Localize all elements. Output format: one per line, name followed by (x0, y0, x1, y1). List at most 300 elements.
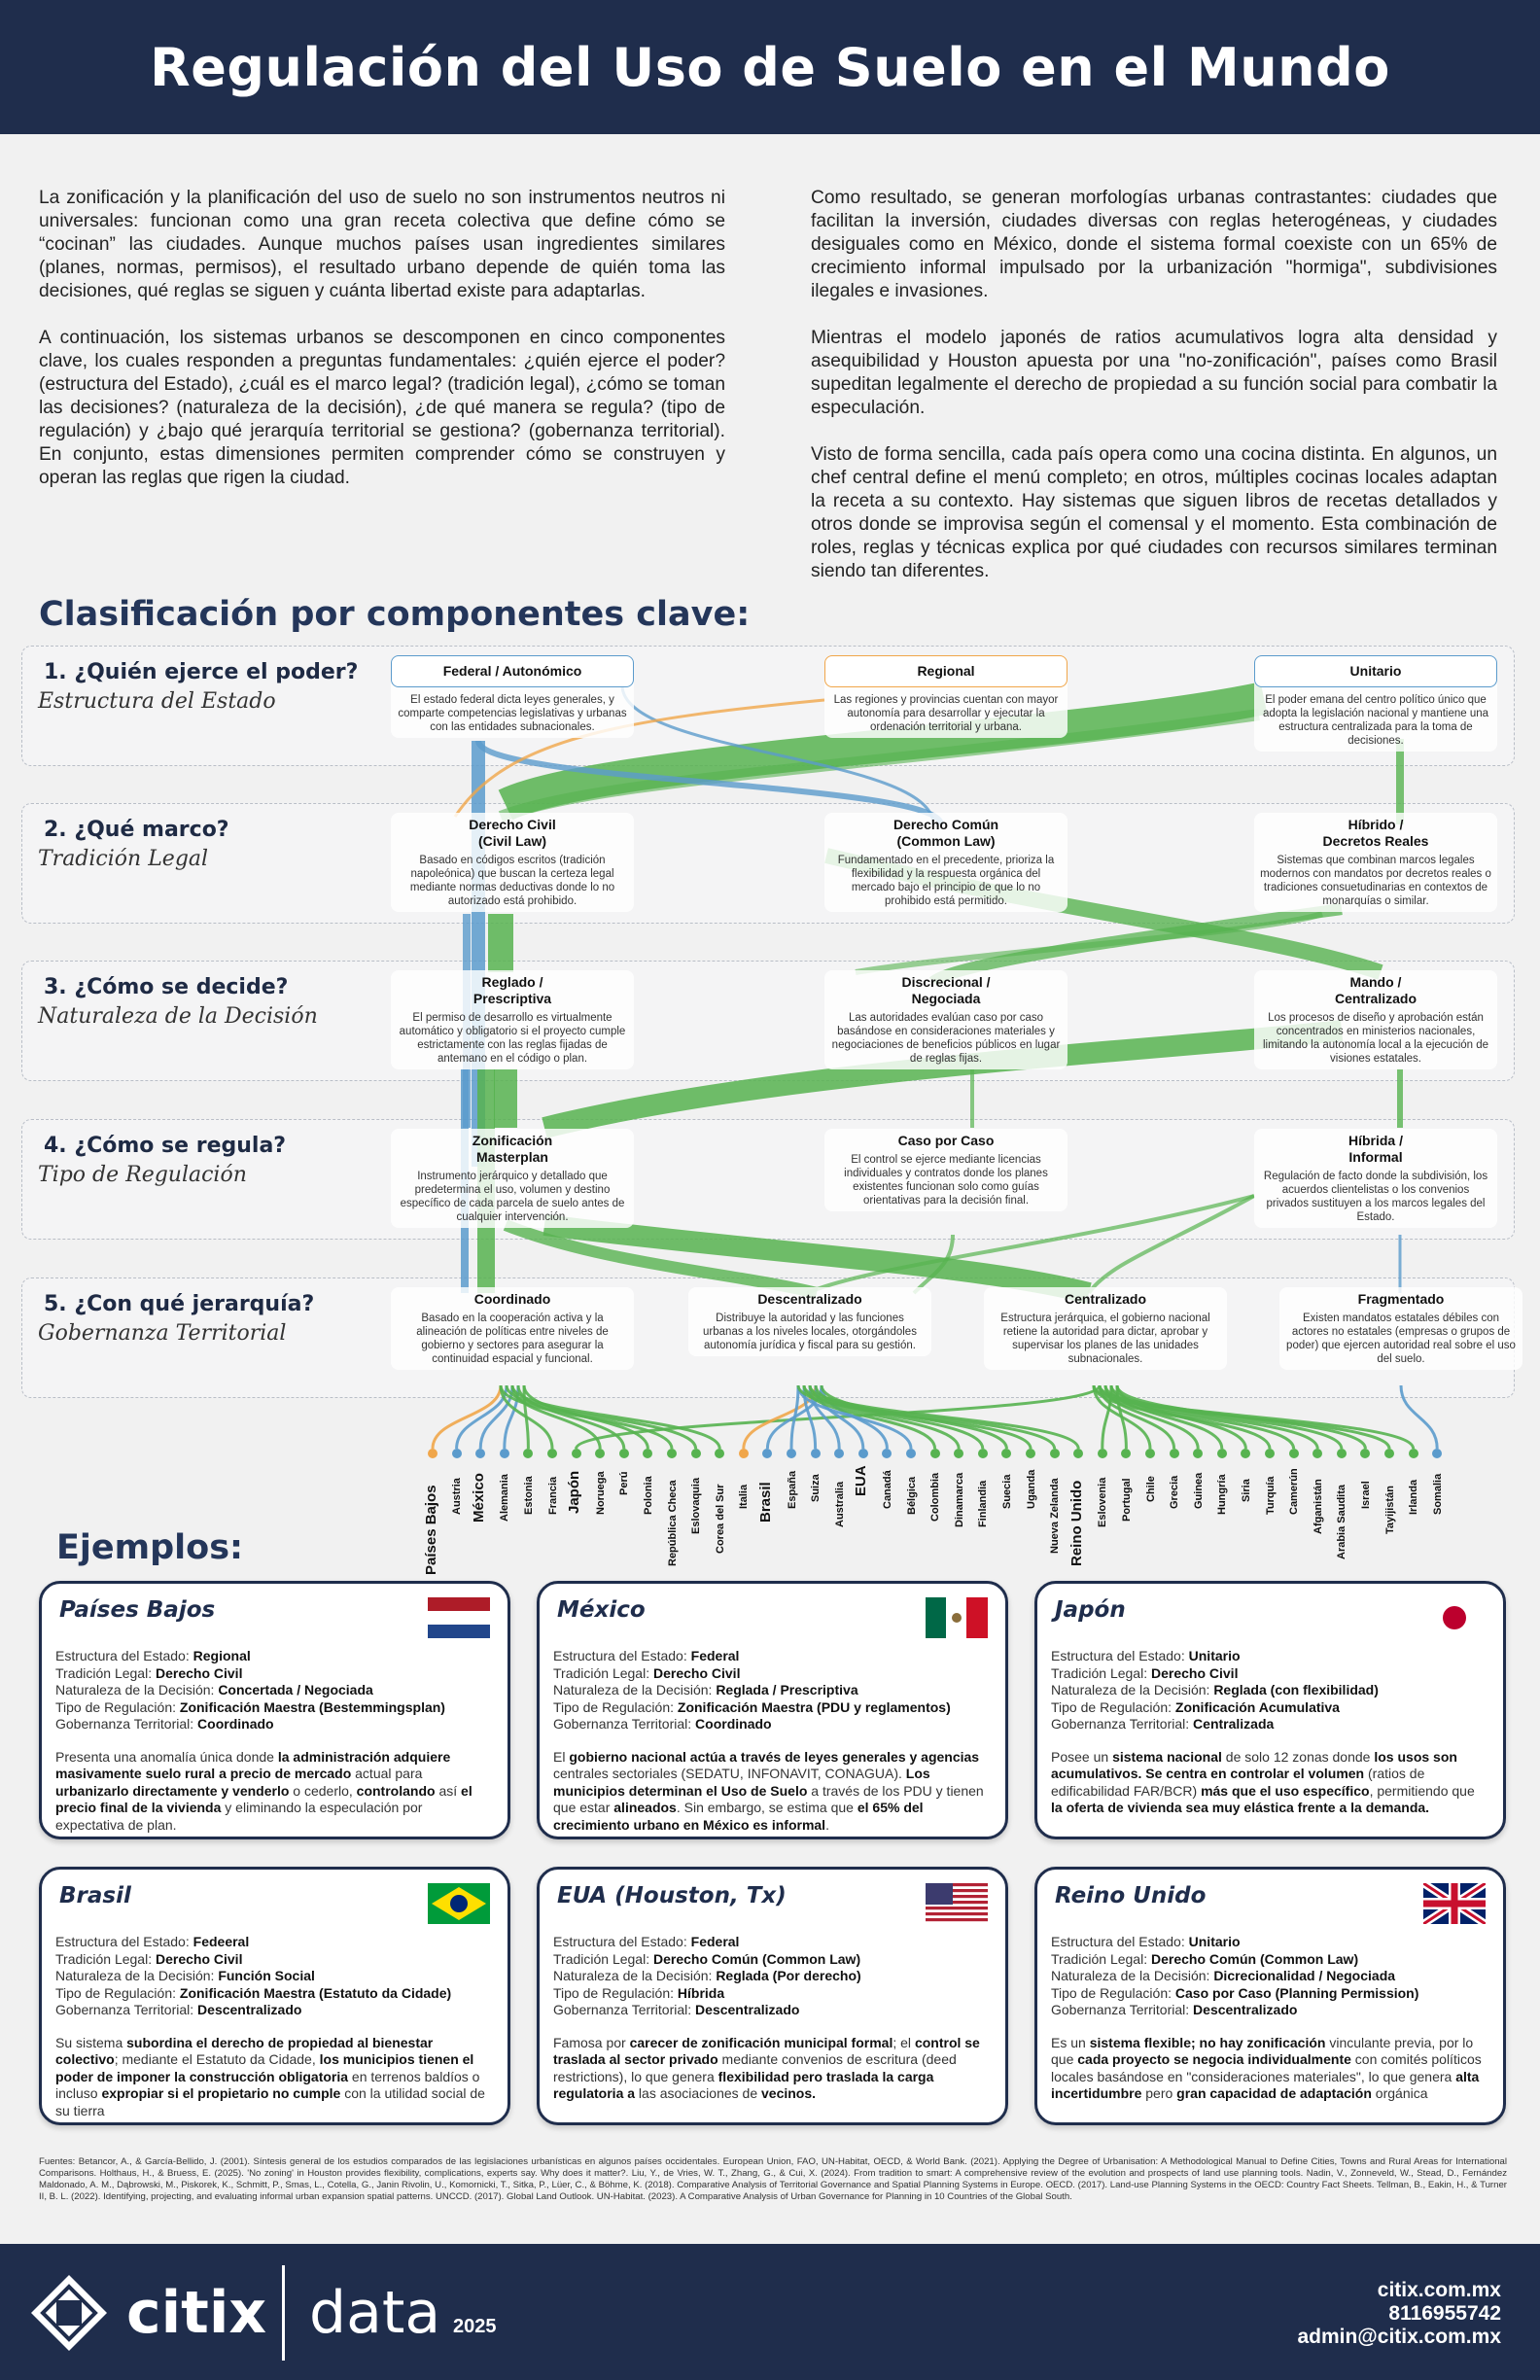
attribute-value: Coordinado (197, 1716, 274, 1732)
category-card (824, 1129, 1068, 1211)
description-segment: la oferta de vivienda sea muy elástica frente a la demanda. (1051, 1800, 1430, 1815)
attribute-label: Estructura del Estado: (55, 1934, 193, 1949)
description-segment: Es un (1051, 2034, 1090, 2050)
category-title: Híbrido / Decretos Reales (1322, 817, 1429, 849)
attribute-line (553, 1934, 992, 1951)
attribute-line (553, 2002, 992, 2019)
country-label: Canadá (881, 1469, 893, 1509)
category-description: Basado en códigos escritos (tradición napoleónica) que buscan la certeza legal mediante normas deductivas donde lo no autorizado está prohibido. (409, 855, 615, 907)
row-question: 5. ¿Con qué jerarquía? (44, 1292, 315, 1316)
example-card (537, 1867, 1008, 2125)
brand-name: citix (126, 2279, 267, 2347)
description-segment: Los municipios determinan el Uso de Suelo (553, 1766, 930, 1799)
attribute-line (553, 1985, 992, 2003)
country-label: Afganistán (1312, 1479, 1324, 1534)
row-subtitle: Tradición Legal (38, 847, 209, 871)
country-dot (739, 1449, 749, 1458)
description-segment: expropiar si el propietario no cumple (101, 2085, 341, 2101)
country-dot (715, 1449, 724, 1458)
description-segment: o cederlo, (289, 1782, 357, 1799)
attribute-line (1051, 1951, 1489, 1969)
brand-divider (282, 2265, 285, 2361)
country-label: Finlandia (977, 1481, 990, 1528)
country-dot (1384, 1449, 1394, 1458)
description-segment: más que el uso específico (1201, 1782, 1370, 1799)
country-dot (834, 1449, 844, 1458)
example-card (1034, 1867, 1506, 2125)
category-description: Estructura jerárquica, el gobierno nacional retiene la autoridad para dictar, aprobar y supervisar los planes de las unidades subnacionales. (1000, 1312, 1210, 1365)
attribute-value: Derecho Común (Common Law) (652, 1950, 861, 1967)
description-segment: de solo 12 zonas donde (1221, 1748, 1375, 1765)
description-segment: urbanizarlo directamente y venderlo (55, 1782, 290, 1799)
attribute-line (553, 1951, 992, 1969)
attribute-line (55, 1648, 494, 1665)
country-label: Países Bajos (422, 1485, 439, 1575)
category-card (1254, 970, 1497, 1069)
description-segment: gran capacidad de adaptación (1176, 2085, 1372, 2101)
intro-paragraph: Visto de forma sencilla, cada país opera como una cocina distinta. En algunos, un chef central define el menú completo; en otros, múltiples cocinas locales adaptan la receta a su contexto. Hay sistemas que siguen libros de recetas detallados y otros donde se improvisa según el comensal y el momento. Esta combinación de roles, reglas y técnicas explica por qué ciudades con recursos similares terminan siendo tan diferentes. (811, 444, 1497, 581)
description-segment: la administración adquiere masivamente suelo rural a precio de mercado (55, 1748, 451, 1781)
country-dot (1217, 1449, 1227, 1458)
country-dot (930, 1449, 940, 1458)
attribute-label: Tipo de Regulación: (55, 1698, 180, 1715)
country-dot (1073, 1449, 1083, 1458)
category-description: Existen mandatos estatales débiles con actores no estatales (empresas o grupos de poder) que ejercen autoridad real sobre el uso del suelo. (1286, 1312, 1516, 1365)
country-label: Polonia (642, 1476, 654, 1516)
country-dot (572, 1449, 581, 1458)
attribute-line (553, 1648, 992, 1665)
country-label: Suecia (1000, 1474, 1013, 1509)
row-subtitle: Gobernanza Territorial (38, 1321, 287, 1346)
country-label: Chile (1144, 1476, 1157, 1502)
description-segment: gobierno nacional actúa a través de leyes generales y agencias (569, 1748, 980, 1765)
page-title: Regulación del Uso de Suelo en el Mundo (150, 36, 1390, 98)
attribute-value: Concertada / Negociada (218, 1682, 373, 1698)
attribute-label: Tradición Legal: (553, 1664, 653, 1681)
attribute-value: Derecho Civil (155, 1664, 243, 1681)
intro-right-column (811, 187, 1497, 607)
country-dot (1193, 1449, 1203, 1458)
attribute-label: Gobernanza Territorial: (1051, 2002, 1194, 2017)
attribute-value: Descentralizado (1193, 2002, 1298, 2017)
country-dot (547, 1449, 557, 1458)
country-dot (619, 1449, 629, 1458)
attribute-value: Dicrecionalidad / Negociada (1213, 1968, 1396, 1983)
category-description: El permiso de desarrollo es virtualmente automático y obligatorio si el proyecto cumple estrictamente con las reglas fijadas de antemano en el código o plan. (399, 1012, 626, 1065)
description-segment: vecinos. (761, 2085, 817, 2101)
country-label: Camerún (1288, 1468, 1301, 1516)
country-dot (1289, 1449, 1299, 1458)
country-dot (500, 1449, 509, 1458)
category-description: Basado en la cooperación activa y la alineación de políticas entre niveles de gobierno y sectores para asegurar la continuidad espacial y funcional. (416, 1312, 609, 1365)
attribute-label: Naturaleza de la Decisión: (553, 1968, 717, 1983)
country-label: Alemania (499, 1473, 511, 1522)
country-label: Israel (1359, 1480, 1372, 1509)
country-label: Japón (566, 1470, 583, 1514)
intro-paragraph: A continuación, los sistemas urbanos se descomponen en cinco componentes clave, los cuales responden a preguntas fundamentales: ¿quién ejerce el poder? (estructura del Estado), ¿cuál es el marco legal? (tradición legal), ¿cómo se toman las decisiones? (naturaleza de la decisión), ¿de qué manera se regula? (tipo de regulación) y ¿bajo qué jerarquía territorial se gestiona? (gobernanza territorial). En conjunto, estas dimensiones permiten comprender cómo se construyen y operan las reglas que rigen la ciudad. (39, 328, 725, 488)
attribute-value: Unitario (1188, 1934, 1241, 1949)
attribute-value: Zonificación Maestra (Bestemmingsplan) (179, 1698, 445, 1715)
example-card (537, 1581, 1008, 1839)
attribute-value: Descentralizado (695, 2002, 800, 2017)
description-segment: controlando (356, 1782, 436, 1799)
example-card (39, 1581, 510, 1839)
category-card (391, 1129, 634, 1228)
description-segment: carecer de zonificación municipal formal (629, 2034, 893, 2050)
country-dot (1265, 1449, 1275, 1458)
country-dot (906, 1449, 916, 1458)
row-question: 3. ¿Cómo se decide? (44, 975, 289, 999)
attribute-line (1051, 1968, 1489, 1985)
category-card (391, 655, 634, 738)
us-flag-icon (926, 1883, 988, 1924)
country-dot (1337, 1449, 1347, 1458)
attribute-value: Reglada / Prescriptiva (716, 1682, 858, 1698)
description-segment: (ratios de edificabilidad FAR/BCR) (1051, 1766, 1425, 1799)
attribute-label: Naturaleza de la Decisión: (1051, 1682, 1214, 1698)
intro-paragraph: Como resultado, se generan morfologías urbanas contrastantes: ciudades que facilitan la inversión, ciudades diversas con reglas heterogéneas, y ciudades desiguales como en México, donde el sistema formal coexiste con un 65% de crecimiento informal impulsado por la urbanización "hormiga", subdivisiones ilegales e invasiones. (811, 188, 1497, 301)
attribute-line (1051, 1682, 1489, 1699)
description-segment: Famosa por (553, 2034, 630, 2050)
example-description (553, 1749, 992, 1835)
country-dot (811, 1449, 821, 1458)
attribute-line (1051, 1985, 1489, 2003)
description-segment: , permitiendo que (1369, 1782, 1475, 1799)
attribute-label: Tipo de Regulación: (55, 1984, 180, 2001)
country-label: Perú (618, 1471, 631, 1496)
country-label: Siria (1240, 1479, 1252, 1502)
attribute-line (55, 1665, 494, 1683)
attribute-line (553, 1665, 992, 1683)
country-label: Bélgica (905, 1477, 918, 1516)
example-description (1051, 2035, 1489, 2103)
contact-info (1297, 2279, 1501, 2349)
country-label: Reino Unido (1068, 1480, 1085, 1566)
country-label: Suiza (810, 1474, 822, 1502)
country-label: Dinamarca (953, 1473, 965, 1528)
attribute-value: Derecho Común (Common Law) (1150, 1950, 1359, 1967)
category-card (688, 1287, 931, 1356)
country-dot (452, 1449, 462, 1458)
attribute-value: Derecho Civil (1150, 1664, 1239, 1681)
country-dot (978, 1449, 988, 1458)
attribute-value: Derecho Civil (652, 1664, 741, 1681)
country-label: Portugal (1120, 1478, 1133, 1522)
country-dot (954, 1449, 963, 1458)
country-label: Australia (833, 1482, 846, 1528)
attribute-line (553, 1682, 992, 1699)
description-segment: sistema flexible; no hay zonificación (1089, 2034, 1326, 2050)
attribute-label: Tradición Legal: (553, 1950, 653, 1967)
example-card (1034, 1581, 1506, 1839)
description-segment: alineados (613, 1800, 677, 1815)
attribute-label: Tradición Legal: (1051, 1950, 1151, 1967)
category-description: Sistemas que combinan marcos legales modernos con mandatos por decretos reales o tradiciones consuetudinarias en contextos de monarquías o similar. (1260, 855, 1491, 907)
description-segment: ; mediante el Estatuto da Cidade, (114, 2051, 320, 2067)
description-segment: centrales sectoriales (SEDATU, INFONAVIT, CONAGUA). (553, 1766, 906, 1781)
attribute-line (55, 1934, 494, 1951)
country-label: Estonia (522, 1476, 535, 1516)
description-segment: así (435, 1782, 462, 1799)
attribute-label: Naturaleza de la Decisión: (1051, 1968, 1214, 1983)
description-segment: cada proyecto se negocia individualmente (1077, 2051, 1351, 2067)
category-card (391, 813, 634, 912)
country-label: Turquía (1264, 1476, 1277, 1516)
attribute-value: Federal (690, 1648, 740, 1663)
description-segment: a través de los PDU y tienen que estar (553, 1782, 984, 1815)
attribute-line (1051, 1699, 1489, 1717)
country-label: Italia (738, 1484, 751, 1509)
contact-email[interactable]: admin@citix.com.mx (1297, 2326, 1501, 2348)
attribute-line (553, 1716, 992, 1733)
country-label: Tayijistán (1383, 1486, 1396, 1534)
attribute-label: Estructura del Estado: (553, 1934, 691, 1949)
country-label: EUA (853, 1465, 870, 1496)
attribute-label: Tipo de Regulación: (553, 1698, 678, 1715)
description-segment: con la utilidad social de su tierra (55, 2085, 485, 2118)
attribute-line (55, 1699, 494, 1717)
description-segment: orgánica (1371, 2085, 1428, 2101)
category-title: Reglado / Prescriptiva (472, 974, 552, 1006)
attribute-line (55, 1968, 494, 1985)
attribute-label: Tradición Legal: (1051, 1664, 1151, 1681)
attribute-label: Tipo de Regulación: (1051, 1984, 1175, 2001)
description-segment: ; el (892, 2034, 915, 2050)
country-label: Brasil (756, 1482, 774, 1522)
category-description: El estado federal dicta leyes generales, y comparte competencias legislativas y urbanas con las entidades subnacionales. (398, 694, 627, 733)
example-attributes (55, 1934, 494, 2019)
attribute-line (55, 1716, 494, 1733)
description-segment: Posee un (1051, 1748, 1113, 1765)
country-dot (1121, 1449, 1131, 1458)
category-description: Las autoridades evalúan caso por caso basándose en consideraciones materiales y negociaciones de beneficios públicos en lugar de reglas fijas. (831, 1012, 1061, 1065)
category-card (824, 813, 1068, 912)
example-country-name: Japón (1055, 1597, 1126, 1623)
country-label: Corea del Sur (714, 1484, 726, 1554)
category-title: Centralizado (1064, 1291, 1146, 1307)
attribute-value: Zonificación Maestra (Estatuto da Cidade) (179, 1984, 452, 2001)
description-segment: el precio final de la vivienda (55, 1782, 472, 1815)
row-subtitle: Naturaleza de la Decisión (38, 1004, 318, 1029)
uk-flag-icon (1423, 1883, 1486, 1924)
nl-flag-icon (428, 1597, 490, 1638)
attribute-value: Caso por Caso (Planning Permission) (1174, 1984, 1419, 2001)
country-dot (691, 1449, 701, 1458)
country-dot (1409, 1449, 1418, 1458)
country-label: Hungría (1216, 1474, 1229, 1516)
intro-paragraph: La zonificación y la planificación del uso de suelo no son instrumentos neutros ni universales: funcionan como una gran receta colectiva que define cómo se “cocinan” las ciudades. Aunque muchos países usan ingredientes similares (planes, normas, permisos), el resultado urbano depende de quién toma las decisiones, qué reglas se siguen y cuánta libertad existe para adaptarlas. (39, 188, 725, 301)
category-card (391, 970, 634, 1069)
example-attributes (553, 1648, 992, 1733)
example-country-name: Reino Unido (1055, 1883, 1207, 1908)
country-label: España (786, 1470, 798, 1509)
description-segment: vinculante previa, por lo que (1051, 2034, 1474, 2067)
country-label: Somalia (1431, 1474, 1444, 1516)
country-label: Nueva Zelanda (1049, 1478, 1062, 1554)
attribute-line (1051, 1716, 1489, 1733)
country-label: Colombia (929, 1472, 942, 1522)
description-segment: . Sin embargo, se estima que (676, 1800, 858, 1815)
country-label: Eslovaquia (690, 1477, 703, 1534)
attribute-value: Federal (690, 1934, 740, 1949)
brand-product: data (309, 2279, 441, 2347)
attribute-value: Reglada (Por derecho) (716, 1968, 861, 1983)
attribute-label: Estructura del Estado: (553, 1648, 691, 1663)
attribute-label: Gobernanza Territorial: (55, 1716, 198, 1732)
attribute-label: Gobernanza Territorial: (1051, 1716, 1194, 1732)
attribute-label: Naturaleza de la Decisión: (55, 1682, 219, 1698)
example-country-name: Países Bajos (59, 1597, 216, 1623)
country-dot (595, 1449, 605, 1458)
country-dot (428, 1449, 438, 1458)
country-dot (1050, 1449, 1060, 1458)
attribute-label: Tradición Legal: (55, 1664, 156, 1681)
row-question: 2. ¿Qué marco? (44, 818, 229, 842)
country-dot (1098, 1449, 1107, 1458)
attribute-line (1051, 2002, 1489, 2019)
attribute-value: Derecho Civil (155, 1950, 243, 1967)
examples-title: Ejemplos: (56, 1528, 244, 1567)
classification-title: Clasificación por componentes clave: (39, 595, 751, 634)
category-description: El poder emana del centro político único que adopta la legislación nacional y mantiene una estructura centralizada para la toma de decisiones. (1262, 694, 1489, 747)
example-attributes (553, 1934, 992, 2019)
attribute-value: Regional (192, 1648, 251, 1663)
country-dot (643, 1449, 652, 1458)
example-description (1051, 1749, 1489, 1817)
attribute-line (553, 1968, 992, 1985)
example-attributes (1051, 1648, 1489, 1733)
category-card (824, 970, 1068, 1069)
country-label: Noruega (594, 1471, 607, 1516)
description-segment: y eliminando la especulación por expectativa de plan. (55, 1800, 423, 1833)
description-segment: flexibilidad pero traslada la carga regulatoria a (553, 2068, 934, 2101)
category-card (391, 1287, 634, 1370)
attribute-value: Zonificación Maestra (PDU y reglamentos) (677, 1698, 951, 1715)
category-description: El control se ejerce mediante licencias individuales y contratos donde los planes existentes funcionan solo como guías orientativas para la decisión final. (844, 1154, 1048, 1207)
category-description: Las regiones y provincias cuentan con mayor autonomía para desarrollar y ejecutar la ordenación territorial y urbana. (833, 694, 1059, 733)
category-title: Regional (824, 655, 1068, 687)
attribute-value: Fedeeral (192, 1934, 250, 1949)
row-question: 1. ¿Quién ejerce el poder? (44, 660, 359, 684)
country-dot (1360, 1449, 1370, 1458)
description-segment: subordina el derecho de propiedad al bienestar colectivo (55, 2034, 434, 2067)
country-label: Uganda (1025, 1469, 1037, 1509)
example-attributes (1051, 1934, 1489, 2019)
country-label: Arabia Saudita (1336, 1485, 1348, 1560)
example-description (55, 1749, 494, 1835)
brand-year: 2025 (453, 2316, 497, 2337)
attribute-value: Unitario (1188, 1648, 1241, 1663)
country-dot (1026, 1449, 1035, 1458)
attribute-value: Híbrida (677, 1984, 725, 2001)
contact-website[interactable]: citix.com.mx (1377, 2279, 1501, 2301)
category-title: Mando / Centralizado (1334, 974, 1417, 1006)
description-segment: actual para (351, 1766, 423, 1781)
country-dot (787, 1449, 796, 1458)
description-segment: el 65% del crecimiento urbano en México es informal (553, 1800, 924, 1833)
category-title: Derecho Común (Common Law) (892, 817, 999, 849)
row-question: 4. ¿Cómo se regula? (44, 1134, 287, 1158)
br-flag-icon (428, 1883, 490, 1924)
country-label: Austria (451, 1478, 464, 1516)
example-country-name: EUA (Houston, Tx) (557, 1883, 787, 1908)
example-description (553, 2035, 992, 2103)
country-dot (667, 1449, 677, 1458)
country-label: México (470, 1473, 487, 1522)
attribute-label: Estructura del Estado: (1051, 1934, 1189, 1949)
category-description: Fundamentado en el precedente, prioriza la flexibilidad y la respuesta orgánica del mercado bajo el principio de que lo no prohibido está permitido. (837, 855, 1055, 907)
attribute-label: Tipo de Regulación: (553, 1984, 678, 2001)
description-segment: El (553, 1748, 570, 1765)
category-title: Fragmentado (1357, 1291, 1445, 1307)
category-description: Instrumento jerárquico y detallado que predetermina el uso, volumen y destino específico de cada parcela de suelo antes de cualquier intervención. (400, 1171, 625, 1223)
category-title: Zonificación Masterplan (472, 1133, 553, 1165)
category-card (1254, 1129, 1497, 1228)
attribute-value: Coordinado (695, 1716, 772, 1732)
description-segment: mediante convenios de escritura (deed restrictions), lo que genera (553, 2051, 957, 2084)
attribute-line (553, 1699, 992, 1717)
attribute-label: Gobernanza Territorial: (553, 2002, 696, 2017)
country-dot (858, 1449, 868, 1458)
category-title: Caso por Caso (897, 1133, 995, 1148)
category-title: Federal / Autonómico (391, 655, 634, 687)
category-card (1254, 813, 1497, 912)
category-card (824, 655, 1068, 738)
description-segment: Su sistema (55, 2034, 127, 2050)
country-dot (1145, 1449, 1155, 1458)
intro-left-column (39, 187, 725, 513)
country-dot (523, 1449, 533, 1458)
description-segment: pero (1141, 2085, 1177, 2101)
country-dot (1241, 1449, 1250, 1458)
row-subtitle: Estructura del Estado (38, 689, 276, 714)
category-description: Distribuye la autoridad y las funciones urbanas a los niveles locales, otorgándoles autonomía jurídica y fiscal para su gestión. (703, 1312, 917, 1351)
jp-flag-icon (1423, 1597, 1486, 1638)
country-label: Eslovenia (1097, 1478, 1109, 1528)
country-dot (1001, 1449, 1011, 1458)
attribute-label: Tradición Legal: (55, 1950, 156, 1967)
example-country-name: Brasil (59, 1883, 131, 1908)
country-dot (1170, 1449, 1179, 1458)
example-card (39, 1867, 510, 2125)
attribute-value: Descentralizado (197, 2002, 302, 2017)
page-header (0, 0, 1540, 134)
description-segment: los usos son acumulativos. Se centra en controlar el volumen (1051, 1748, 1457, 1781)
country-dot (1432, 1449, 1442, 1458)
attribute-label: Gobernanza Territorial: (55, 2002, 198, 2017)
category-card (984, 1287, 1227, 1370)
country-label: Irlanda (1408, 1480, 1420, 1516)
attribute-line (1051, 1648, 1489, 1665)
attribute-line (55, 2002, 494, 2019)
country-label: Grecia (1169, 1475, 1181, 1509)
attribute-value: Función Social (218, 1968, 315, 1983)
description-segment: los municipios tienen el poder de imponer la construcción obligatoria (55, 2051, 474, 2084)
attribute-line (55, 1951, 494, 1969)
country-label: Guinea (1192, 1472, 1205, 1509)
description-segment: alta incertidumbre (1051, 2068, 1480, 2101)
attribute-line (55, 1682, 494, 1699)
attribute-value: Centralizada (1193, 1716, 1275, 1732)
description-segment: . (825, 1816, 829, 1833)
country-label: Francia (546, 1477, 559, 1516)
category-title: Derecho Civil (Civil Law) (469, 817, 556, 849)
intro-paragraph: Mientras el modelo japonés de ratios acumulativos logra alta densidad y asequibilidad y Houston apuesta por una "no-zonificación", países como Brasil supeditan legalmente el derecho de propiedad a su función social para combatir la especulación. (811, 328, 1497, 418)
attribute-line (1051, 1665, 1489, 1683)
country-dot (882, 1449, 892, 1458)
category-description: Regulación de facto donde la subdivisión, los acuerdos clientelistas o los convenios privados sustituyen a los marcos legales del Estado. (1263, 1171, 1488, 1223)
description-segment: control se traslada al sector privado (553, 2034, 980, 2067)
